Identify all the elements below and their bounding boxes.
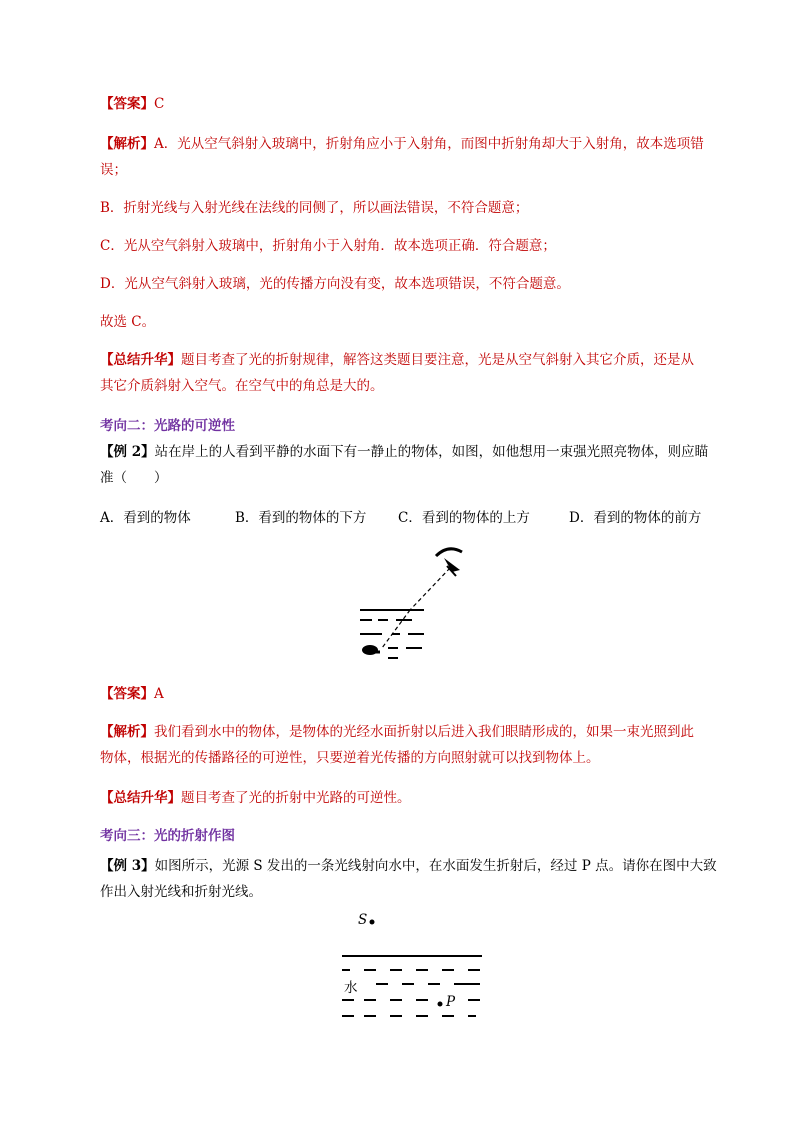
option-b: B．看到的物体的下方 — [235, 510, 367, 526]
ex1-conclusion: 故选 C。 — [100, 314, 156, 330]
ex3-question — [100, 856, 717, 876]
ex1-summary-line2: 其它介质斜射入空气。在空气中的角总是大的。 — [100, 378, 384, 394]
question-line1: 如图所示，光源 S 发出的一条光线射向水中，在水面发生折射后，经过 P 点。请你在图中大致 — [154, 858, 717, 874]
ex1-analysis-d: D．光从空气斜射入玻璃，光的传播方向没有变，故本选项错误，不符合题意。 — [100, 276, 570, 292]
analysis-a-line1: A．光从空气斜射入玻璃中，折射角应小于入射角，而图中折射角却大于入射角，故本选项错 — [154, 136, 704, 152]
ex1-analysis-b: B．折射光线与入射光线在法线的同侧了，所以画法错误，不符合题意； — [100, 200, 529, 216]
ex1-answer — [100, 94, 164, 114]
head-shape — [444, 558, 460, 572]
ex2-summary — [100, 788, 411, 808]
answer-value: A — [154, 686, 164, 702]
example-tag: 【例 3】 — [100, 858, 155, 874]
water-label: 水 — [344, 980, 358, 996]
target-point — [438, 1002, 443, 1007]
ex3-question-line2: 作出入射光线和折射光线。 — [100, 884, 262, 900]
ex2-analysis-line2: 物体，根据光的传播路径的可逆性，只要逆着光传播的方向照射就可以找到物体上。 — [100, 750, 600, 766]
analysis-line1: 我们看到水中的物体，是物体的光经水面折射以后进入我们眼睛形成的，如果一束光照到此 — [154, 724, 694, 740]
ex2-question — [100, 442, 708, 462]
example-tag: 【例 2】 — [100, 444, 155, 460]
question-line1: 站在岸上的人看到平静的水面下有一静止的物体，如图，如他想用一束强光照亮物体，则应瞄 — [154, 444, 709, 460]
ex1-analysis-c: C．光从空气斜射入玻璃中，折射角小于入射角．故本选项正确．符合题意； — [100, 238, 556, 254]
option-c: C．看到的物体的上方 — [398, 510, 530, 526]
ex2-question-line2: 准（ ） — [100, 470, 168, 486]
summary-text: 题目考查了光的折射中光路的可逆性。 — [181, 790, 411, 806]
ex2-options — [100, 508, 726, 528]
summary-line1: 题目考查了光的折射规律，解答这类题目要注意，光是从空气斜射入其它介质，还是从 — [181, 352, 694, 368]
ex1-analysis-a — [100, 134, 704, 154]
source-point — [370, 920, 375, 925]
option-a: A．看到的物体 — [100, 510, 191, 526]
ex1-analysis-a-line2: 误； — [100, 162, 127, 178]
section-heading: 考向二：光路的可逆性 — [100, 418, 235, 434]
summary-tag: 【总结升华】 — [100, 352, 181, 368]
eye-icon — [436, 549, 462, 556]
ex1-summary — [100, 350, 694, 370]
ex2-analysis — [100, 722, 694, 742]
summary-tag: 【总结升华】 — [100, 790, 181, 806]
ex3-figure-drawing — [330, 908, 490, 1028]
ex2-figure — [352, 540, 492, 670]
ex3-figure — [330, 908, 490, 1028]
refracted-line — [382, 610, 410, 648]
sight-line — [410, 568, 450, 610]
point-label-p: P — [446, 994, 456, 1010]
answer-tag: 【答案】 — [100, 96, 154, 112]
source-label-s: S — [358, 912, 368, 928]
answer-value: C — [154, 96, 165, 112]
ex2-answer — [100, 684, 164, 704]
answer-tag: 【答案】 — [100, 686, 154, 702]
analysis-tag: 【解析】 — [100, 724, 154, 740]
section-heading: 考向三：光的折射作图 — [100, 828, 235, 844]
analysis-tag: 【解析】 — [100, 136, 154, 152]
option-d: D．看到的物体的前方 — [569, 510, 702, 526]
